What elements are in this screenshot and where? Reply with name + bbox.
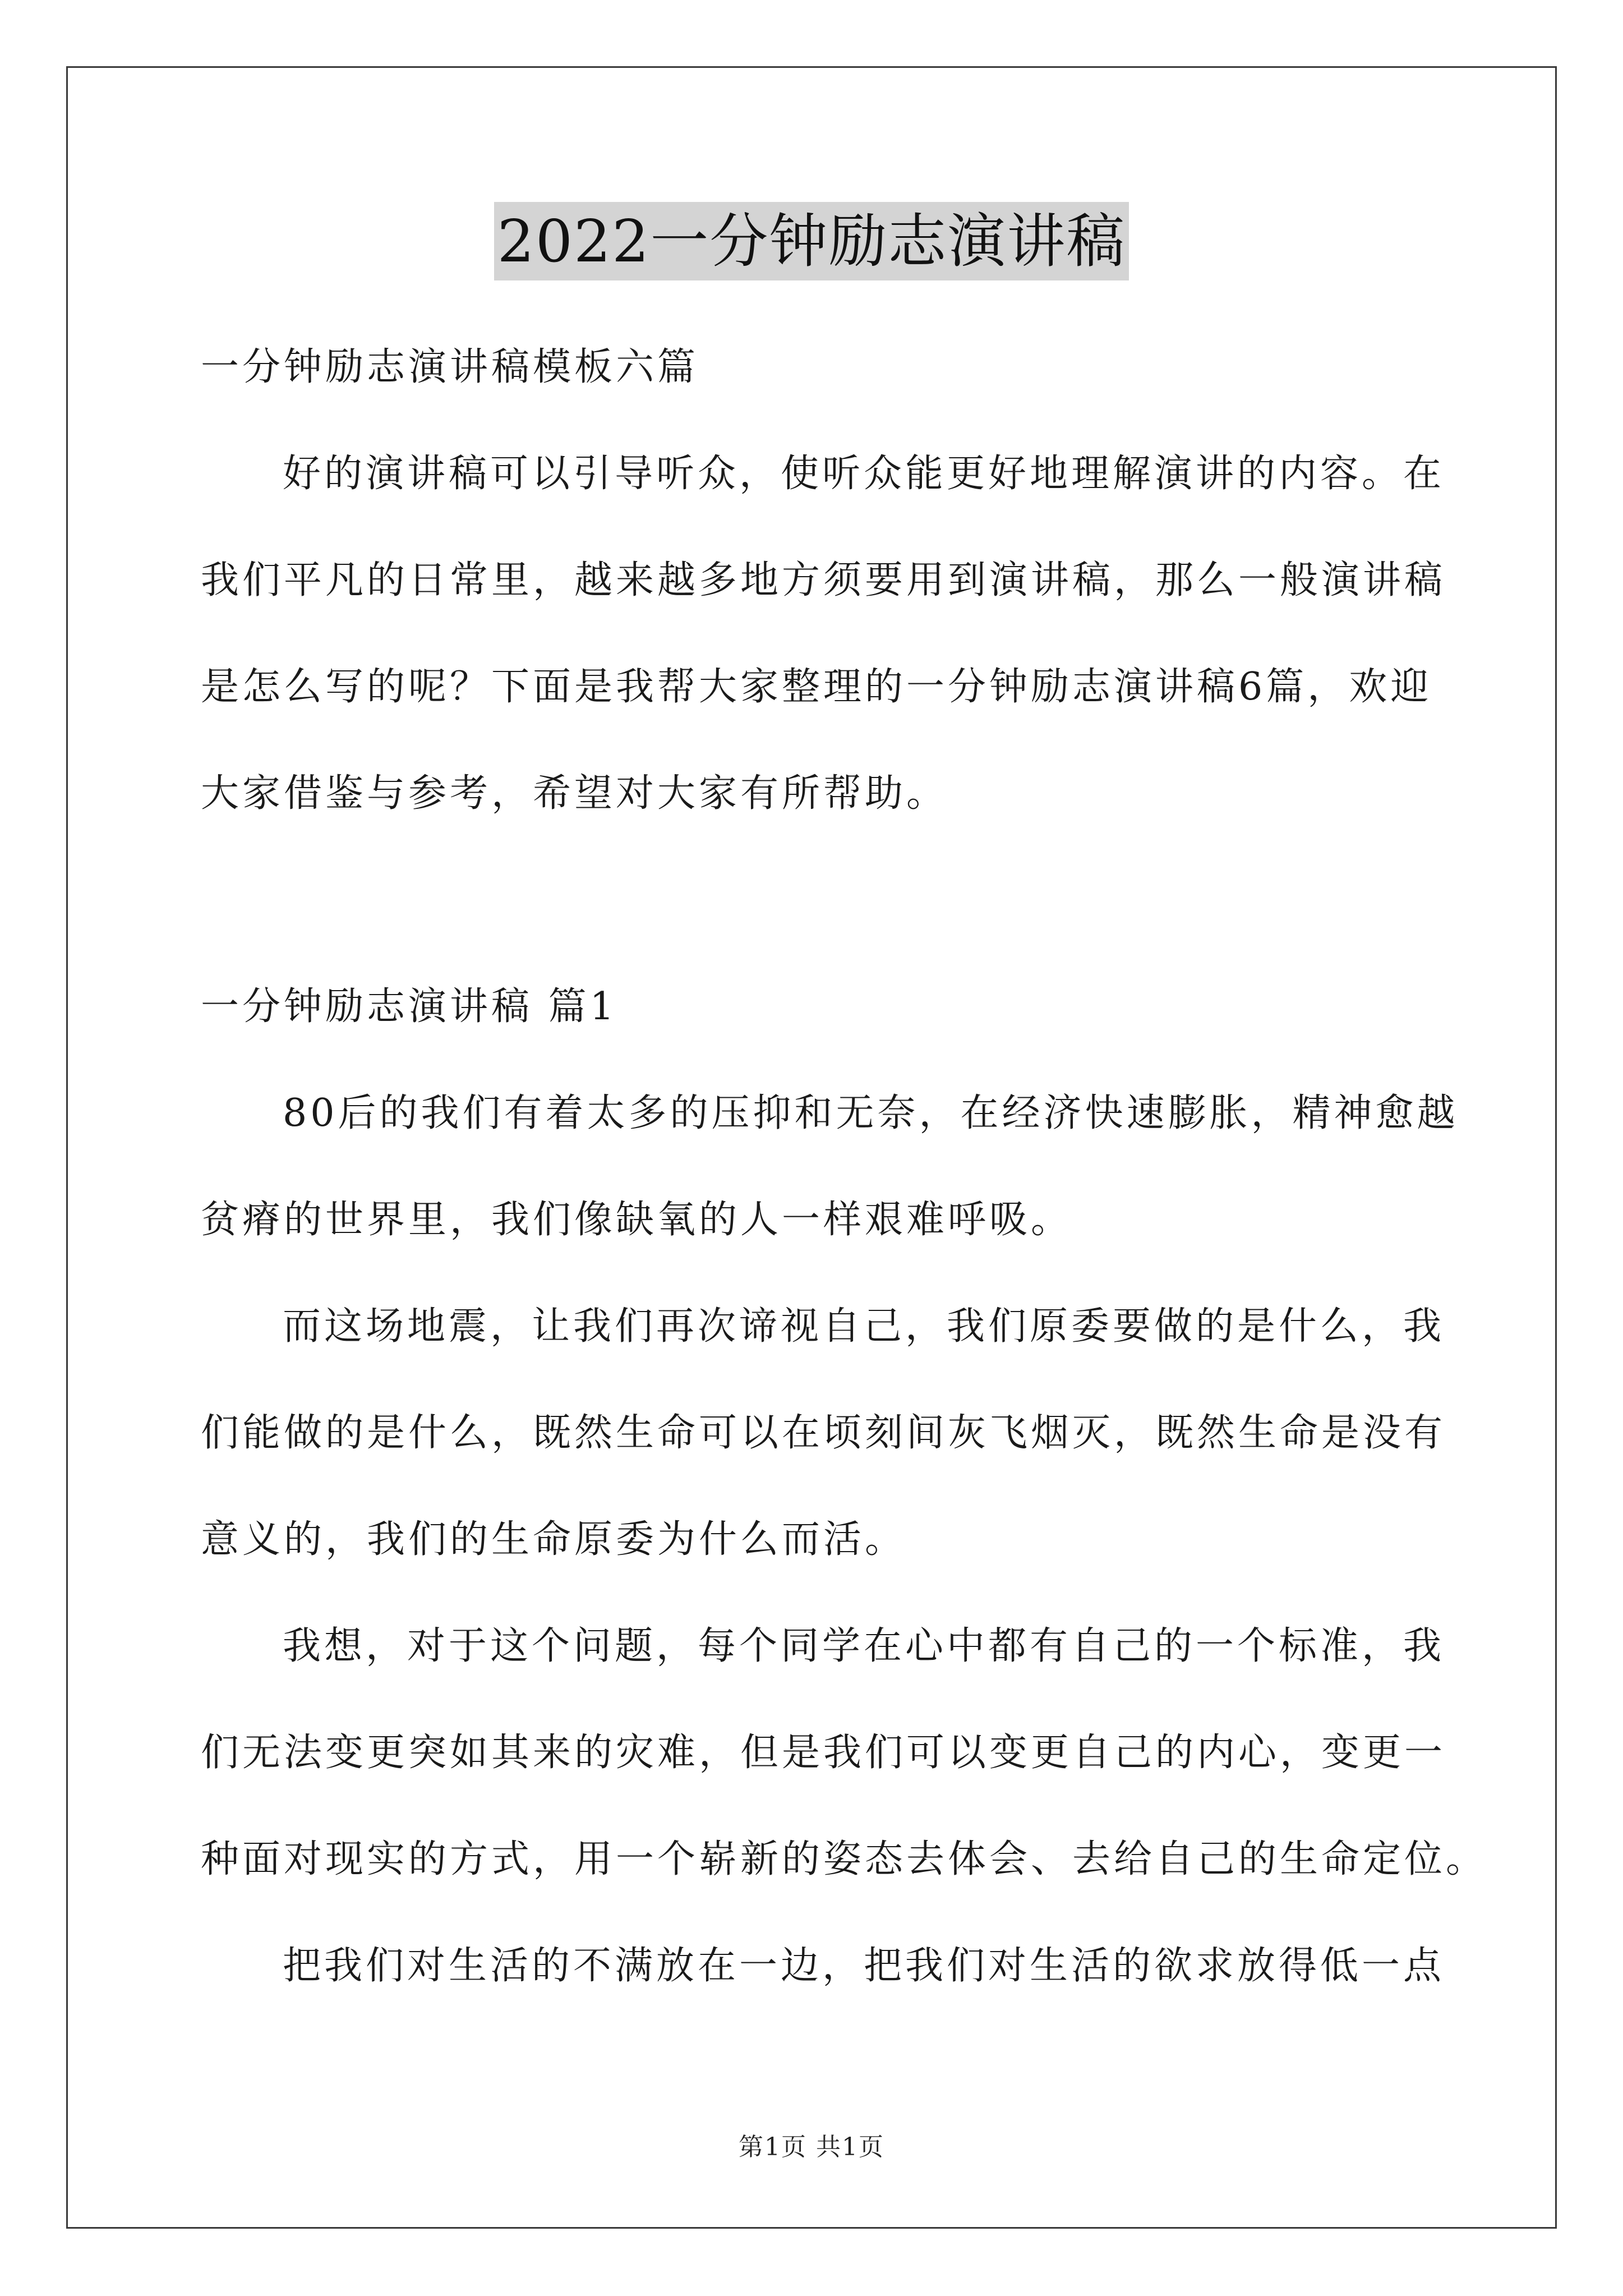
- page-footer: 第1页 共1页: [739, 2133, 884, 2161]
- paragraph-line: 我想，对于这个问题，每个同学在心中都有自己的一个标准，我: [283, 1624, 1445, 1668]
- paragraph-line: 把我们对生活的不满放在一边，把我们对生活的欲求放得低一点: [283, 1944, 1445, 1988]
- paragraph-line: 好的演讲稿可以引导听众，使听众能更好地理解演讲的内容。在: [283, 452, 1445, 496]
- section-spacer: [201, 847, 1429, 954]
- document-body: [201, 314, 1488, 2019]
- paragraph-line: 们能做的是什么，既然生命可以在顷刻间灰飞烟灭，既然生命是没有: [201, 1411, 1446, 1455]
- paragraph-line: 我们平凡的日常里，越来越多地方须要用到演讲稿，那么一般演讲稿: [201, 558, 1446, 602]
- section-heading: 一分钟励志演讲稿 篇1: [201, 984, 617, 1029]
- paragraph-line: 是怎么写的呢？下面是我帮大家整理的一分钟励志演讲稿6篇，欢迎: [201, 665, 1432, 709]
- paragraph-line: 而这场地震，让我们再次谛视自己，我们原委要做的是什么，我: [283, 1304, 1445, 1349]
- paragraph-line: 意义的，我们的生命原委为什么而活。: [201, 1517, 907, 1562]
- document-subtitle: 一分钟励志演讲稿模板六篇: [201, 345, 699, 389]
- paragraph-line: 种面对现实的方式，用一个崭新的姿态去体会、去给自己的生命定位。: [201, 1837, 1488, 1881]
- title-container: [0, 202, 1623, 280]
- paragraph-line: 大家借鉴与参考，希望对大家有所帮助。: [201, 771, 948, 816]
- paragraph-line: 80后的我们有着太多的压抑和无奈，在经济快速膨胀，精神愈越: [283, 1091, 1459, 1135]
- paragraph-line: 贫瘠的世界里，我们像缺氧的人一样艰难呼吸。: [201, 1198, 1073, 1242]
- document-title: 2022一分钟励志演讲稿: [494, 202, 1129, 280]
- paragraph-line: 们无法变更突如其来的灾难，但是我们可以变更自己的内心，变更一: [201, 1731, 1446, 1775]
